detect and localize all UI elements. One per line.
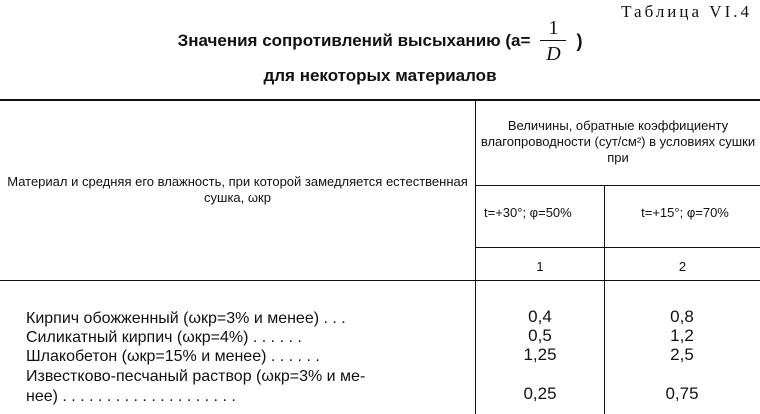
row-3-value-1: 1,25 (523, 345, 557, 364)
row-2-value-2: 1,2 (670, 326, 694, 345)
title-suffix: ) (576, 30, 583, 51)
fraction-denominator: D (546, 43, 561, 65)
title-fraction (540, 18, 566, 64)
column-number-2: 2 (678, 259, 687, 274)
row-4-material: Известково-песчаный раствор (ωкр=3% и ме- (26, 368, 366, 385)
subheader-rule (476, 247, 760, 248)
row-1-material: Кирпич обожженный (ωкр=3% и менее) . . . (26, 310, 346, 327)
column-number-1: 1 (536, 259, 544, 274)
table-top-rule (0, 99, 760, 101)
title-prefix: Значения сопротивлений высыханию (a= (177, 31, 531, 50)
row-4-material-continued: нее) . . . . . . . . . . . . . . . . . . . . (26, 388, 236, 405)
subcolumn-header-2: t=+15°; φ=70% (641, 205, 729, 220)
table-title-line1 (0, 14, 760, 68)
table-number: Таблица VI.4 (621, 2, 752, 21)
row-3-value-2: 2,5 (670, 345, 694, 364)
fraction-numerator: 1 (540, 18, 566, 41)
row-4-value-1: 0,25 (523, 384, 557, 403)
header-bottom-rule (0, 280, 760, 281)
row-1-value-2: 0,8 (670, 307, 694, 326)
material-column-header: Материал и средняя его влажность, при которой замедляется естественная сушка, ωкр (7, 174, 468, 205)
row-2-value-1: 0,5 (528, 326, 552, 345)
row-2-material: Силикатный кирпич (ωкр=4%) . . . . . . (26, 329, 302, 346)
row-1-value-1: 0,4 (528, 307, 552, 326)
subcolumn-header-1: t=+30°; φ=50% (484, 205, 572, 220)
table-title-line2: для некоторых материалов (263, 66, 497, 85)
group-column-header: Величины, обратные коэффициенту влагопроводности (сут/см²) в условиях сушки при (480, 118, 756, 165)
row-3-material: Шлакобетон (ωкр=15% и менее) . . . . . . (26, 348, 320, 365)
row-4-value-2: 0,75 (665, 384, 699, 403)
group-header-rule (476, 185, 760, 186)
